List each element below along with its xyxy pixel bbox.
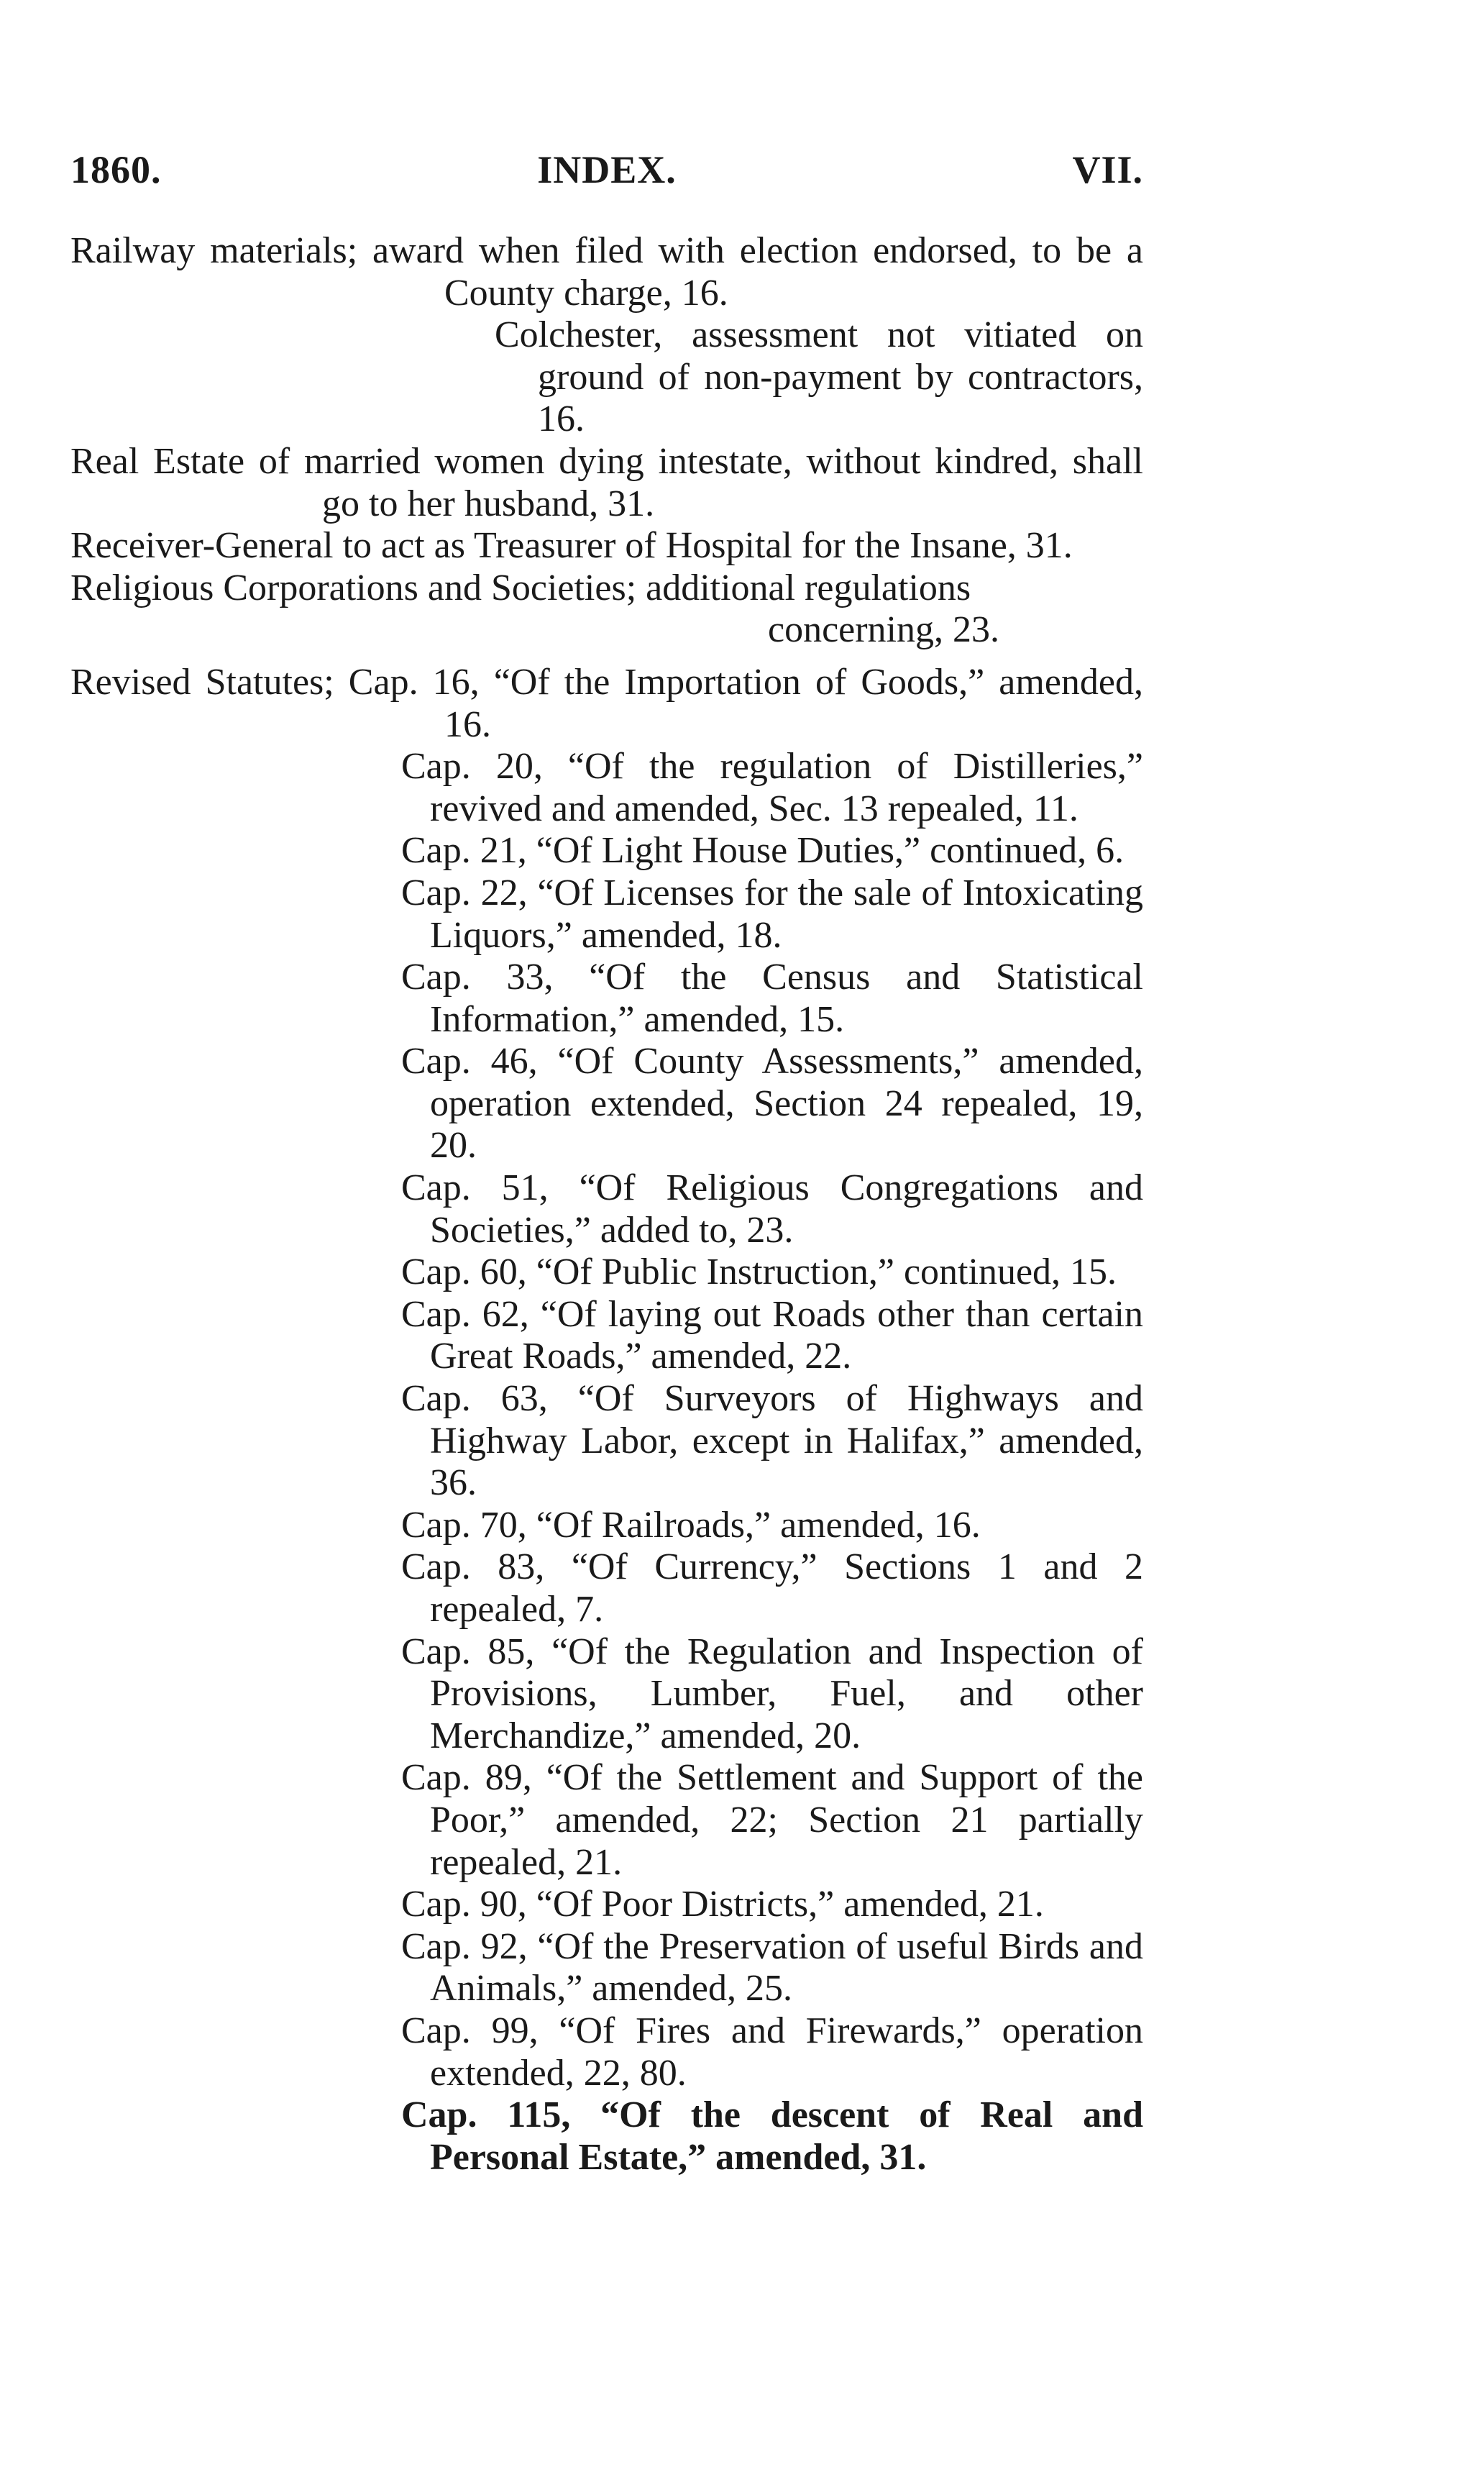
- header-title: INDEX.: [537, 148, 677, 191]
- entry-religious-corporations: Religious Corporations and Societies; additional regulations: [70, 567, 971, 608]
- cap-entry: Cap. 60, “Of Public Instruction,” continued, 15.: [401, 1251, 1117, 1293]
- entry-receiver-general: Receiver-General to act as Treasurer of Hospital for the Insane, 31.: [70, 525, 1073, 567]
- cap-entry: Cap. 33, “Of the Census and Statistical Information,” amended, 15.: [401, 957, 1143, 1040]
- cap-entry: Cap. 85, “Of the Regulation and Inspection of Provisions, Lumber, Fuel, and other Merchandize,” amended, 20.: [401, 1630, 1143, 1756]
- entry-colchester: Colchester, assessment not vitiated on ground of non-payment by contractors, 16.: [495, 314, 1143, 440]
- entry-revised-statutes: Revised Statutes; Cap. 16, “Of the Importation of Goods,” amended, 16.: [70, 661, 1143, 745]
- cap-entry: Cap. 20, “Of the regulation of Distilleries,” revived and amended, Sec. 13 repealed, 11.: [401, 746, 1143, 829]
- entry-real-estate: Real Estate of married women dying intestate, without kindred, shall go to her husband, 31.: [70, 440, 1143, 524]
- cap-entry: Cap. 92, “Of the Preservation of useful Birds and Animals,” amended, 25.: [401, 1925, 1143, 2010]
- cap-entry: Cap. 63, “Of Surveyors of Highways and Highway Labor, except in Halifax,” amended, 36.: [401, 1378, 1143, 1504]
- entry-religious-continued: concerning, 23.: [767, 609, 999, 651]
- entry-railway-materials: Railway materials; award when filed with election endorsed, to be a County charge, 16.: [70, 230, 1143, 314]
- header-page-number: VII.: [1072, 148, 1143, 191]
- running-head: [70, 147, 1143, 198]
- cap-entry: Cap. 115, “Of the descent of Real and Personal Estate,” amended, 31.: [401, 2094, 1143, 2178]
- cap-entry: Cap. 46, “Of County Assessments,” amended, operation extended, Section 24 repealed, 19, 20.: [401, 1041, 1143, 1167]
- cap-entry: Cap. 62, “Of laying out Roads other than certain Great Roads,” amended, 22.: [401, 1293, 1143, 1377]
- cap-entry: Cap. 70, “Of Railroads,” amended, 16.: [401, 1504, 981, 1546]
- cap-entry: Cap. 21, “Of Light House Duties,” continued, 6.: [401, 830, 1125, 872]
- cap-entry: Cap. 83, “Of Currency,” Sections 1 and 2 repealed, 7.: [401, 1546, 1143, 1630]
- index-entries: [70, 230, 1143, 2179]
- cap-entry: Cap. 99, “Of Fires and Firewards,” operation extended, 22, 80.: [401, 2010, 1143, 2094]
- cap-entry: Cap. 89, “Of the Settlement and Support of the Poor,” amended, 22; Section 21 partially repealed, 21.: [401, 1757, 1143, 1883]
- cap-entry: Cap. 90, “Of Poor Districts,” amended, 21.: [401, 1884, 1044, 1925]
- cap-entry: Cap. 51, “Of Religious Congregations and Societies,” added to, 23.: [401, 1167, 1143, 1251]
- header-year: 1860.: [70, 148, 162, 191]
- cap-entry: Cap. 22, “Of Licenses for the sale of Intoxicating Liquors,” amended, 18.: [401, 872, 1143, 956]
